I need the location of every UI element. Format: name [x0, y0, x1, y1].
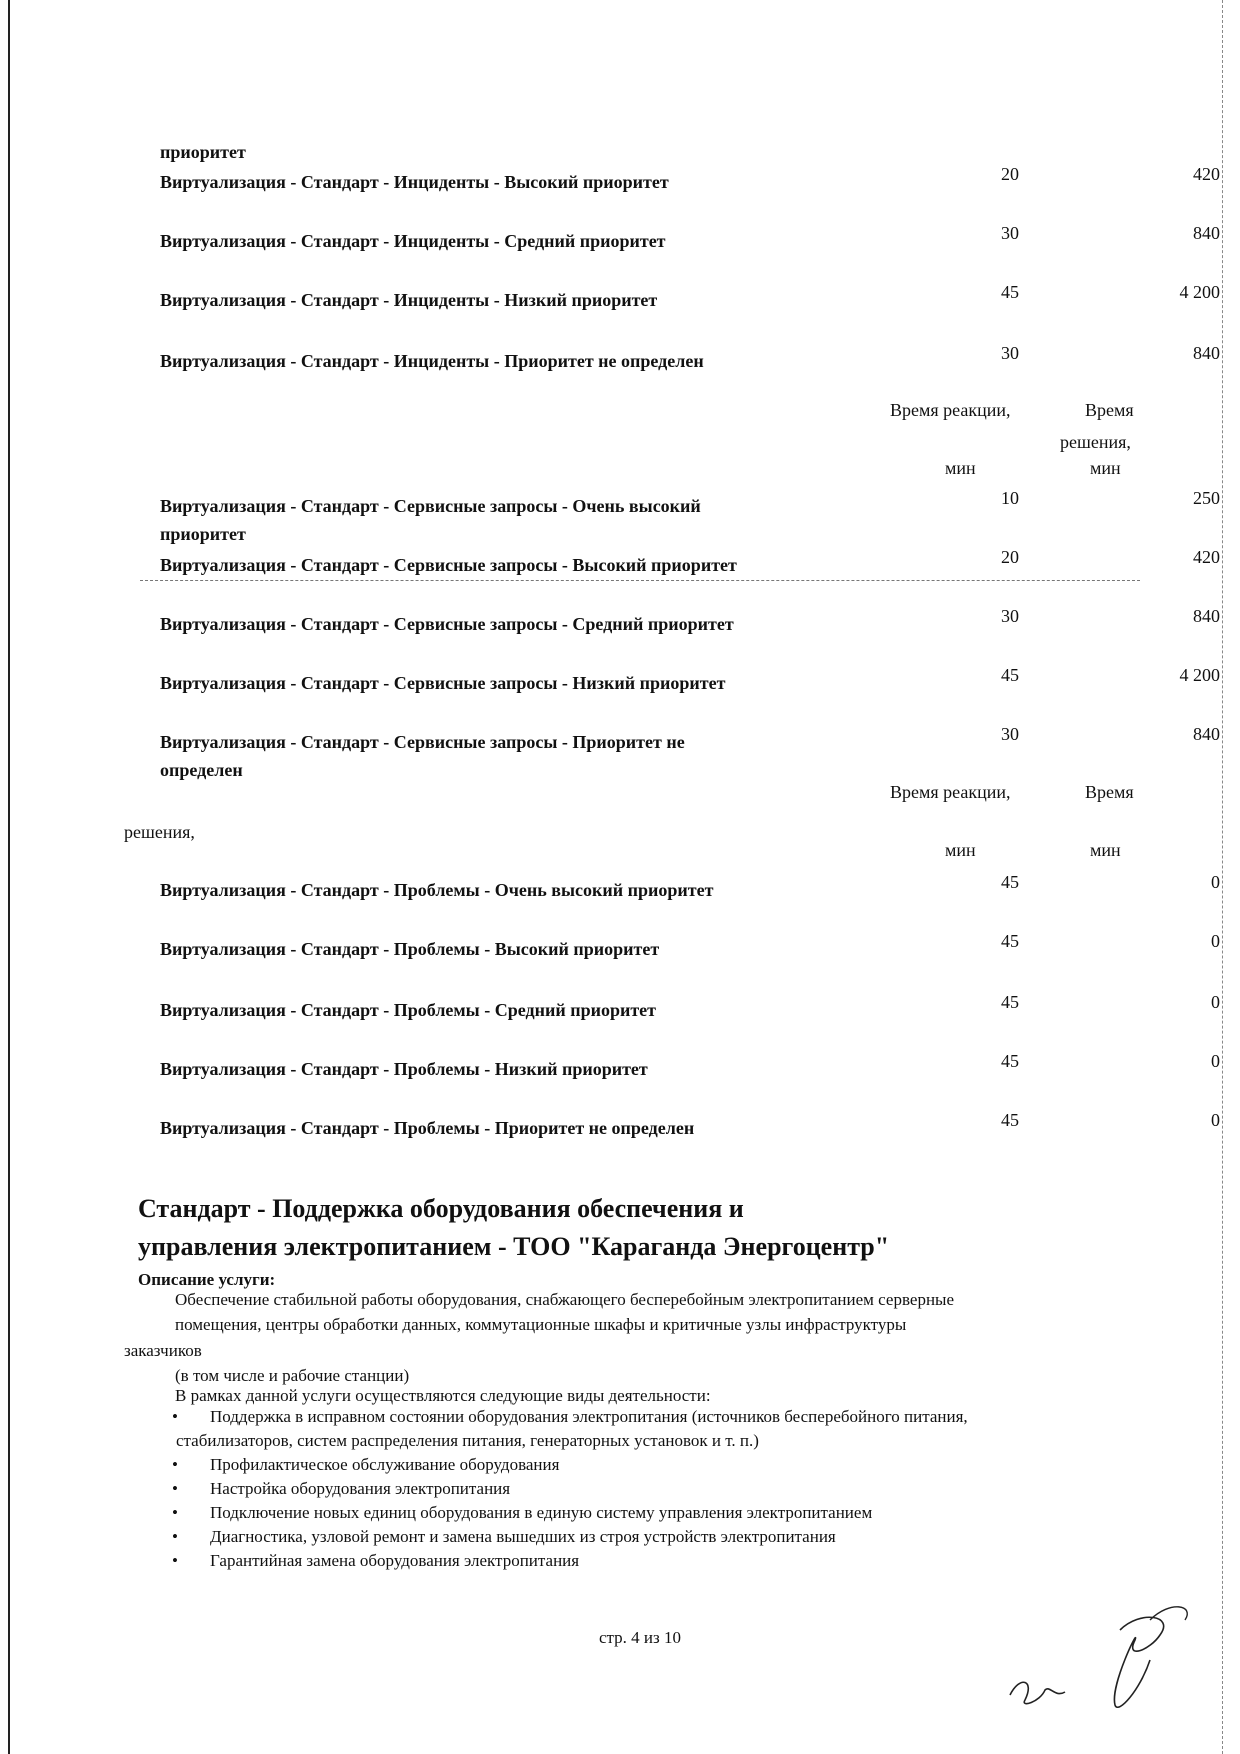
header-unit-min: мин — [1090, 458, 1121, 478]
resolution-time: 0 — [1211, 931, 1220, 951]
service-name: Виртуализация - Стандарт - Инциденты - Приоритет не определен — [160, 351, 704, 371]
list-item-continuation — [172, 1429, 1172, 1453]
service-name: Виртуализация - Стандарт - Инциденты - Средний приоритет — [160, 231, 666, 251]
list-item-text: стабилизаторов, систем распределения питания, генераторных установок и т. п.) — [176, 1431, 759, 1450]
resolution-time: 4 200 — [1179, 665, 1220, 685]
service-name: Виртуализация - Стандарт - Инциденты - Низкий приоритет — [160, 290, 658, 310]
response-time: 30 — [1001, 343, 1019, 363]
header-unit-min: мин — [945, 458, 976, 478]
carryover-text: приоритет — [160, 142, 246, 162]
header-response-time: Время реакции, — [890, 782, 1011, 802]
header-response-time: Время реакции, — [890, 400, 1011, 420]
service-name: Виртуализация - Стандарт - Проблемы - Высокий приоритет — [160, 939, 660, 959]
service-name: Виртуализация - Стандарт - Сервисные запросы - Средний приоритет — [160, 614, 734, 634]
header-unit-min: мин — [945, 840, 976, 860]
description-text: (в том числе и рабочие станции) — [175, 1366, 410, 1385]
header-resolution-time: Время — [1085, 400, 1134, 420]
service-name: Виртуализация - Стандарт - Проблемы - Низкий приоритет — [160, 1059, 648, 1079]
response-time: 45 — [1001, 872, 1019, 892]
resolution-time: 250 — [1193, 488, 1220, 508]
response-time: 30 — [1001, 606, 1019, 626]
response-time: 20 — [1001, 547, 1019, 567]
scan-edge-right — [1222, 0, 1224, 1754]
header-resolution-time-2: решения, — [1060, 432, 1131, 452]
resolution-time: 420 — [1193, 164, 1220, 184]
service-name: Виртуализация - Стандарт - Проблемы - Средний приоритет — [160, 1000, 657, 1020]
response-time: 45 — [1001, 992, 1019, 1012]
resolution-time: 840 — [1193, 724, 1220, 744]
list-item-text: Настройка оборудования электропитания — [210, 1479, 511, 1498]
response-time: 45 — [1001, 1051, 1019, 1071]
handwritten-signature — [1000, 1590, 1200, 1720]
service-name: Виртуализация - Стандарт - Проблемы - Очень высокий приоритет — [160, 880, 714, 900]
service-name: Виртуализация - Стандарт - Сервисные запросы - Очень высокий приоритет — [160, 496, 701, 544]
service-name: Виртуализация - Стандарт - Инциденты - Высокий приоритет — [160, 172, 669, 192]
section-title-line2: управления электропитанием - ТОО "Караганда Энергоцентр" — [138, 1232, 890, 1261]
response-time: 20 — [1001, 164, 1019, 184]
page-number: стр. 4 из 10 — [599, 1628, 681, 1647]
resolution-time: 840 — [1193, 223, 1220, 243]
resolution-time: 840 — [1193, 606, 1220, 626]
description-text: В рамках данной услуги осуществляются следующие виды деятельности: — [175, 1386, 711, 1405]
list-item-text: Гарантийная замена оборудования электропитания — [210, 1551, 580, 1570]
response-time: 30 — [1001, 724, 1019, 744]
response-time: 30 — [1001, 223, 1019, 243]
resolution-time: 420 — [1193, 547, 1220, 567]
resolution-time: 0 — [1211, 992, 1220, 1012]
service-name: Виртуализация - Стандарт - Проблемы - Приоритет не определен — [160, 1118, 695, 1138]
resolution-time: 840 — [1193, 343, 1220, 363]
resolution-time: 0 — [1211, 1110, 1220, 1130]
list-item-text: Поддержка в исправном состоянии оборудования электропитания (источников бесперебойного питания, — [210, 1407, 968, 1426]
resolution-time: 0 — [1211, 1051, 1220, 1071]
service-name: Виртуализация - Стандарт - Сервисные запросы - Приоритет не определен — [160, 732, 685, 780]
response-time: 45 — [1001, 665, 1019, 685]
response-time: 45 — [1001, 931, 1019, 951]
scan-edge-left — [8, 0, 10, 1754]
header-resolution-time: Время — [1085, 782, 1134, 802]
list-item — [172, 1453, 1172, 1477]
list-item-text: Диагностика, узловой ремонт и замена вышедших из строя устройств электропитания — [210, 1527, 836, 1546]
response-time: 10 — [1001, 488, 1019, 508]
scan-artifact-line — [140, 580, 1140, 581]
resolution-time: 0 — [1211, 872, 1220, 892]
description-text: заказчиков — [124, 1341, 202, 1360]
list-item-text: Профилактическое обслуживание оборудования — [210, 1455, 560, 1474]
list-item — [172, 1405, 1172, 1429]
response-time: 45 — [1001, 1110, 1019, 1130]
description-label: Описание услуги: — [138, 1270, 276, 1289]
section-title: Стандарт - Поддержка оборудования обеспечения и — [138, 1194, 744, 1223]
list-item — [172, 1549, 1172, 1573]
description-text: помещения, центры обработки данных, коммутационные шкафы и критичные узлы инфраструктуры — [175, 1315, 907, 1334]
service-name: Виртуализация - Стандарт - Сервисные запросы - Высокий приоритет — [160, 555, 737, 575]
list-item — [172, 1477, 1172, 1501]
activity-list — [172, 1405, 1172, 1573]
response-time: 45 — [1001, 282, 1019, 302]
list-item — [172, 1501, 1172, 1525]
list-item-text: Подключение новых единиц оборудования в единую систему управления электропитанием — [210, 1503, 873, 1522]
header-resolution-stray: решения, — [124, 822, 195, 842]
service-name: Виртуализация - Стандарт - Сервисные запросы - Низкий приоритет — [160, 673, 726, 693]
description-text: Обеспечение стабильной работы оборудования, снабжающего бесперебойным электропитанием серверные — [175, 1290, 955, 1309]
list-item — [172, 1525, 1172, 1549]
header-unit-min: мин — [1090, 840, 1121, 860]
resolution-time: 4 200 — [1179, 282, 1220, 302]
